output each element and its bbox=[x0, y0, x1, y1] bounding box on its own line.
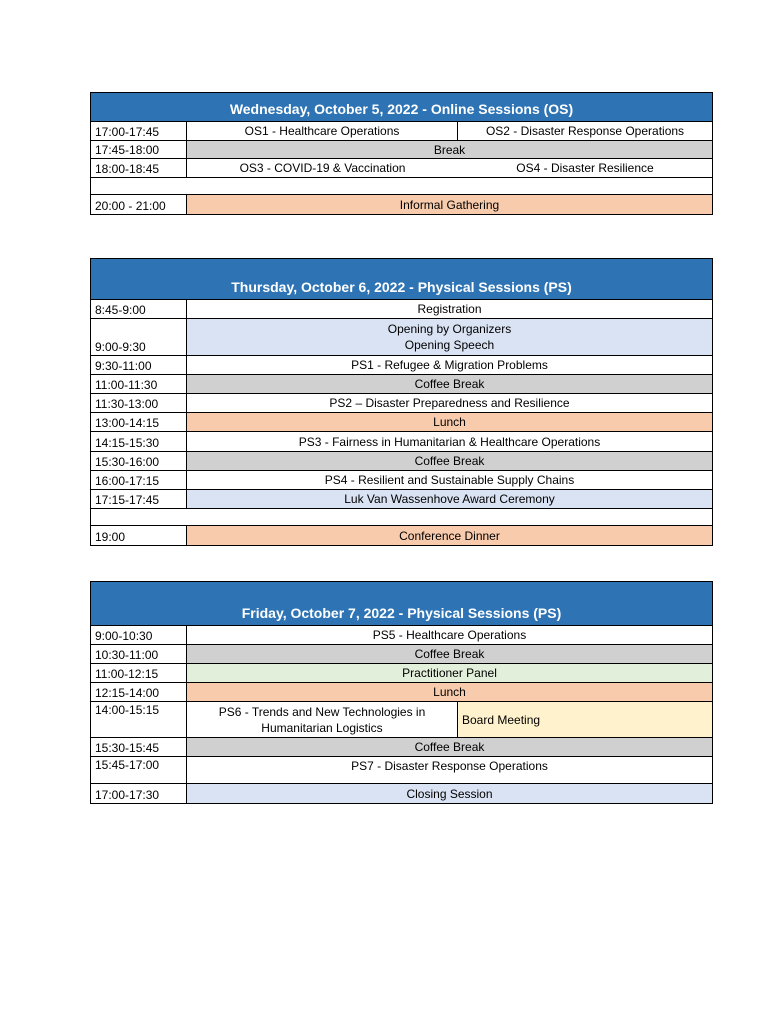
table-row bbox=[91, 122, 712, 141]
time-cell: 17:00-17:30 bbox=[91, 784, 187, 803]
session-cell: Registration bbox=[417, 302, 482, 316]
session-cell: OS3 - COVID-19 & Vaccination bbox=[239, 161, 406, 175]
schedule-friday bbox=[90, 581, 713, 804]
table-row bbox=[91, 452, 712, 471]
session-line: Opening by Organizers bbox=[387, 322, 512, 336]
time-cell: 12:15-14:00 bbox=[91, 683, 187, 701]
session-cell: PS4 - Resilient and Sustainable Supply Chains bbox=[324, 473, 575, 487]
session-cell: OS1 - Healthcare Operations bbox=[187, 122, 458, 140]
spacer-row bbox=[91, 178, 712, 195]
time-cell: 15:45-17:00 bbox=[91, 757, 187, 783]
session-cell: Closing Session bbox=[187, 784, 712, 803]
table-row bbox=[91, 757, 712, 784]
table-row bbox=[91, 664, 712, 683]
session-line: Humanitarian Logistics bbox=[261, 720, 383, 735]
time-cell: 20:00 - 21:00 bbox=[91, 195, 187, 214]
time-cell: 10:30-11:00 bbox=[91, 645, 187, 663]
table-row bbox=[91, 683, 712, 702]
day-title: Friday, October 7, 2022 - Physical Sessions (PS) bbox=[91, 582, 712, 626]
table-row bbox=[91, 784, 712, 803]
day-title: Thursday, October 6, 2022 - Physical Sessions (PS) bbox=[91, 259, 712, 300]
time-cell: 11:00-11:30 bbox=[91, 375, 187, 393]
time-cell: 9:00-10:30 bbox=[91, 626, 187, 644]
table-row bbox=[91, 319, 712, 356]
session-cell: PS1 - Refugee & Migration Problems bbox=[351, 358, 548, 372]
table-row bbox=[91, 159, 712, 178]
table-row bbox=[91, 195, 712, 214]
schedule-wednesday bbox=[90, 92, 713, 215]
table-row bbox=[91, 738, 712, 757]
session-cell: Lunch bbox=[187, 413, 712, 431]
table-row bbox=[91, 356, 712, 375]
session-cell: PS2 – Disaster Preparedness and Resilience bbox=[329, 396, 570, 410]
schedule-thursday bbox=[90, 258, 713, 546]
time-cell: 14:15-15:30 bbox=[91, 432, 187, 451]
time-cell: 15:30-16:00 bbox=[91, 452, 187, 470]
session-cell: Practitioner Panel bbox=[187, 664, 712, 682]
table-row bbox=[91, 626, 712, 645]
session-line: PS6 - Trends and New Technologies in bbox=[218, 704, 426, 719]
table-row bbox=[91, 413, 712, 432]
time-cell: 14:00-15:15 bbox=[91, 702, 187, 737]
session-cell: Coffee Break bbox=[187, 375, 712, 393]
time-cell: 11:30-13:00 bbox=[91, 394, 187, 412]
time-cell: 17:15-17:45 bbox=[91, 490, 187, 508]
time-cell: 8:45-9:00 bbox=[91, 300, 187, 318]
time-cell: 15:30-15:45 bbox=[91, 738, 187, 756]
table-row bbox=[91, 526, 712, 545]
session-cell: PS5 - Healthcare Operations bbox=[372, 628, 527, 642]
session-cell: OS2 - Disaster Response Operations bbox=[485, 124, 685, 138]
time-cell: 11:00-12:15 bbox=[91, 664, 187, 682]
session-cell: Coffee Break bbox=[187, 452, 712, 470]
time-cell: 17:45-18:00 bbox=[91, 141, 187, 158]
time-cell: 19:00 bbox=[91, 526, 187, 545]
table-row bbox=[91, 702, 712, 738]
session-cell bbox=[187, 702, 458, 737]
table-row bbox=[91, 471, 712, 490]
session-cell: Conference Dinner bbox=[187, 526, 712, 545]
table-row bbox=[91, 300, 712, 319]
session-cell bbox=[187, 757, 712, 783]
table-row bbox=[91, 375, 712, 394]
session-line: Opening Speech bbox=[404, 338, 495, 352]
board-meeting-cell bbox=[458, 702, 712, 737]
session-cell: Lunch bbox=[187, 683, 712, 701]
session-line: PS7 - Disaster Response Operations bbox=[351, 759, 548, 773]
time-cell: 16:00-17:15 bbox=[91, 471, 187, 489]
time-cell: 17:00-17:45 bbox=[91, 122, 187, 140]
table-row bbox=[91, 141, 712, 159]
day-title: Wednesday, October 5, 2022 - Online Sessions (OS) bbox=[91, 93, 712, 122]
table-row bbox=[91, 645, 712, 664]
session-cell bbox=[187, 319, 712, 355]
session-line: Board Meeting bbox=[462, 712, 541, 727]
table-row bbox=[91, 490, 712, 509]
session-cell: PS3 - Fairness in Humanitarian & Healthcare Operations bbox=[298, 434, 601, 449]
session-cell: Coffee Break bbox=[187, 738, 712, 756]
session-cell: Coffee Break bbox=[187, 645, 712, 663]
spacer-row bbox=[91, 509, 712, 526]
time-cell: 9:00-9:30 bbox=[91, 319, 187, 355]
session-cell: OS4 - Disaster Resilience bbox=[516, 161, 654, 175]
time-cell: 18:00-18:45 bbox=[91, 159, 187, 177]
session-cell: Break bbox=[187, 141, 712, 158]
table-row bbox=[91, 432, 712, 452]
session-cell: Informal Gathering bbox=[187, 195, 712, 214]
table-row bbox=[91, 394, 712, 413]
time-cell: 9:30-11:00 bbox=[91, 356, 187, 374]
time-cell: 13:00-14:15 bbox=[91, 413, 187, 431]
session-cell: Luk Van Wassenhove Award Ceremony bbox=[187, 490, 712, 508]
